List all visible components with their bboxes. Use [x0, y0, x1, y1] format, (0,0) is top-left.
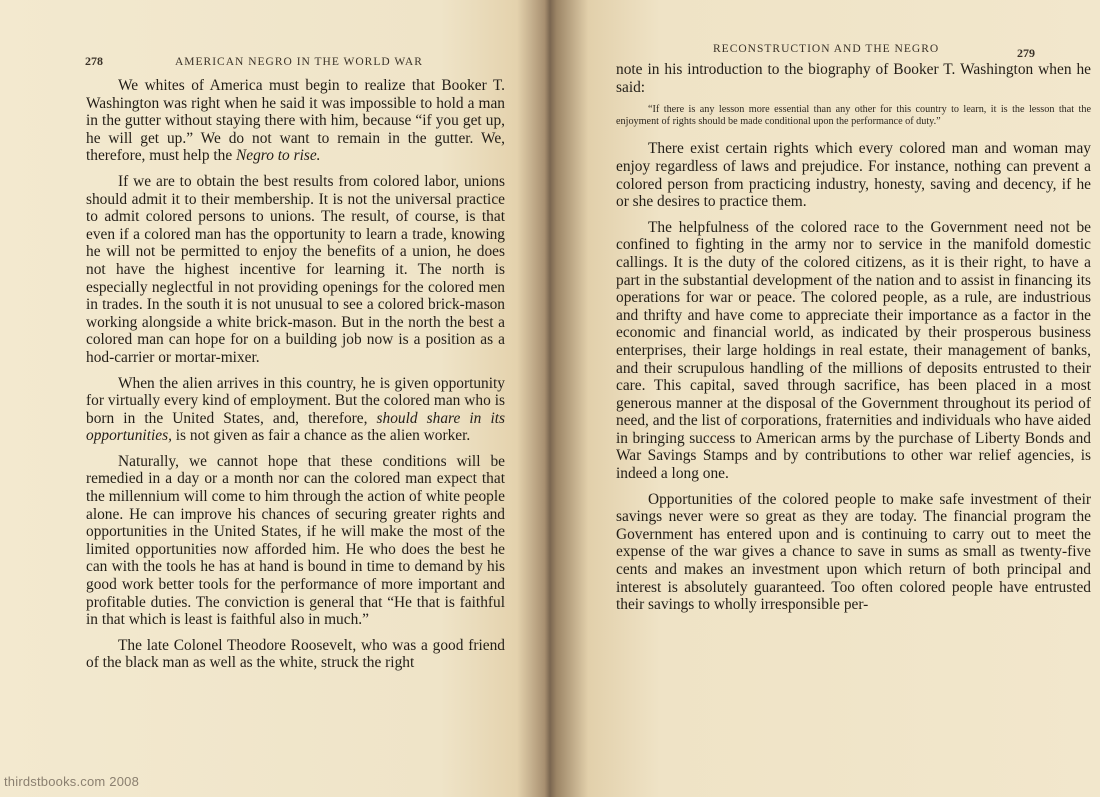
paragraph: We whites of America must begin to realize that Booker T. Washington was right when he said it was impossible to hold a man in the gutter without staying there with him, because “if you get up, he will get up.” We do not want to remain in the gutter. We, therefore, must help the Negro to rise.: [86, 77, 505, 165]
paragraph: There exist certain rights which every colored man and woman may enjoy regardless of laws and prejudice. For instance, nothing can prevent a colored person from practicing industry, honesty, saving and decency, if he or she desires to practice them.: [616, 140, 1091, 211]
left-page: [0, 0, 548, 797]
paragraph: The late Colonel Theodore Roosevelt, who was a good friend of the black man as well as the white, struck the right: [86, 636, 505, 672]
page-number-right: 279: [1017, 46, 1035, 60]
paragraph-continued: note in his introduction to the biography of Booker T. Washington when he said:: [616, 61, 1091, 96]
right-body-text: [616, 61, 1091, 622]
watermark: thirdstbooks.com 2008: [4, 774, 139, 789]
italic-phrase: Negro to rise.: [236, 147, 321, 165]
running-head-right: RECONSTRUCTION AND THE NEGRO: [713, 43, 940, 55]
left-body-text: [86, 77, 505, 680]
right-page: [556, 0, 1100, 797]
italic-phrase: should share in its opportunities,: [86, 409, 505, 445]
paragraph: Naturally, we cannot hope that these conditions will be remedied in a day or a month nor can the colored man expect that the millennium will come to him through the action of white people alone. He can improve his chances of securing greater rights and opportunities in the United States, if he will make the most of the limited opportunities now afforded him. He who does the best he can with the tools he has at hand is bound in time to demand by his good work better tools for the performance of more important and profitable duties. The conviction is general that “He that is faithful in that which is least is faithful also in much.”: [86, 452, 505, 629]
paragraph: Opportunities of the colored people to make safe investment of their savings never were so great as they are today. The financial program the Government has entered upon and is continuing to carry out to meet the expense of the war gives a chance to save in sums as small as twenty-five cents and makes an investment upon which return of both principal and interest is absolutely guaranteed. Too often colored people have entrusted their savings to wholly irresponsible per-: [616, 490, 1091, 614]
paragraph: When the alien arrives in this country, he is given opportunity for virtually every kind of employment. But the colored man who is born in the United States, and, therefore, should share in its opportunities, is not given as fair a chance as the alien worker.: [86, 374, 505, 445]
paragraph: The helpfulness of the colored race to the Government need not be confined to fighting in the army nor to service in the manifold domestic callings. It is the duty of the colored citizens, as it is their right, to have a part in the substantial development of the nation and to assist in financing its operations for war or peace. The colored people, as a rule, are industrious and thrifty and have come to appreciate their importance as a factor in the economic and financial world, as indicated by their prosperous business enterprises, their large holdings in real estate, their management of banks, and their scrupulous handling of the millions of deposits entrusted to their care. This capital, saved through sacrifice, has been placed in a most generous manner at the disposal of the Government throughout its period of need, and the list of corporations, fraternities and individuals who have aided in bringing success to American arms by the purchase of Liberty Bonds and War Savings Stamps and by contributions to other war relief agencies, is indeed a long one.: [616, 218, 1091, 483]
page-number-left: 278: [85, 54, 103, 68]
block-quote: “If there is any lesson more essential than any other for this country to learn, it is the lesson that the enjoyment of rights should be made conditional upon the performance of duty.”: [616, 104, 1091, 127]
paragraph: If we are to obtain the best results from colored labor, unions should admit it to their membership. It is not the universal practice to admit colored persons to unions. The result, of course, is that even if a colored man has the opportunity to learn a trade, knowing he will not be permitted to enjoy the benefits of a union, he does not have the highest incentive for learning it. The north is especially neglectful in not providing openings for the colored men in trades. In the south it is not unusual to see a colored brick-mason working alongside a white brick-mason. But in the north the best a colored man can hope for on a building job now is a position as a hod-carrier or mortar-mixer.: [86, 172, 505, 366]
running-head-left: AMERICAN NEGRO IN THE WORLD WAR: [175, 56, 423, 68]
